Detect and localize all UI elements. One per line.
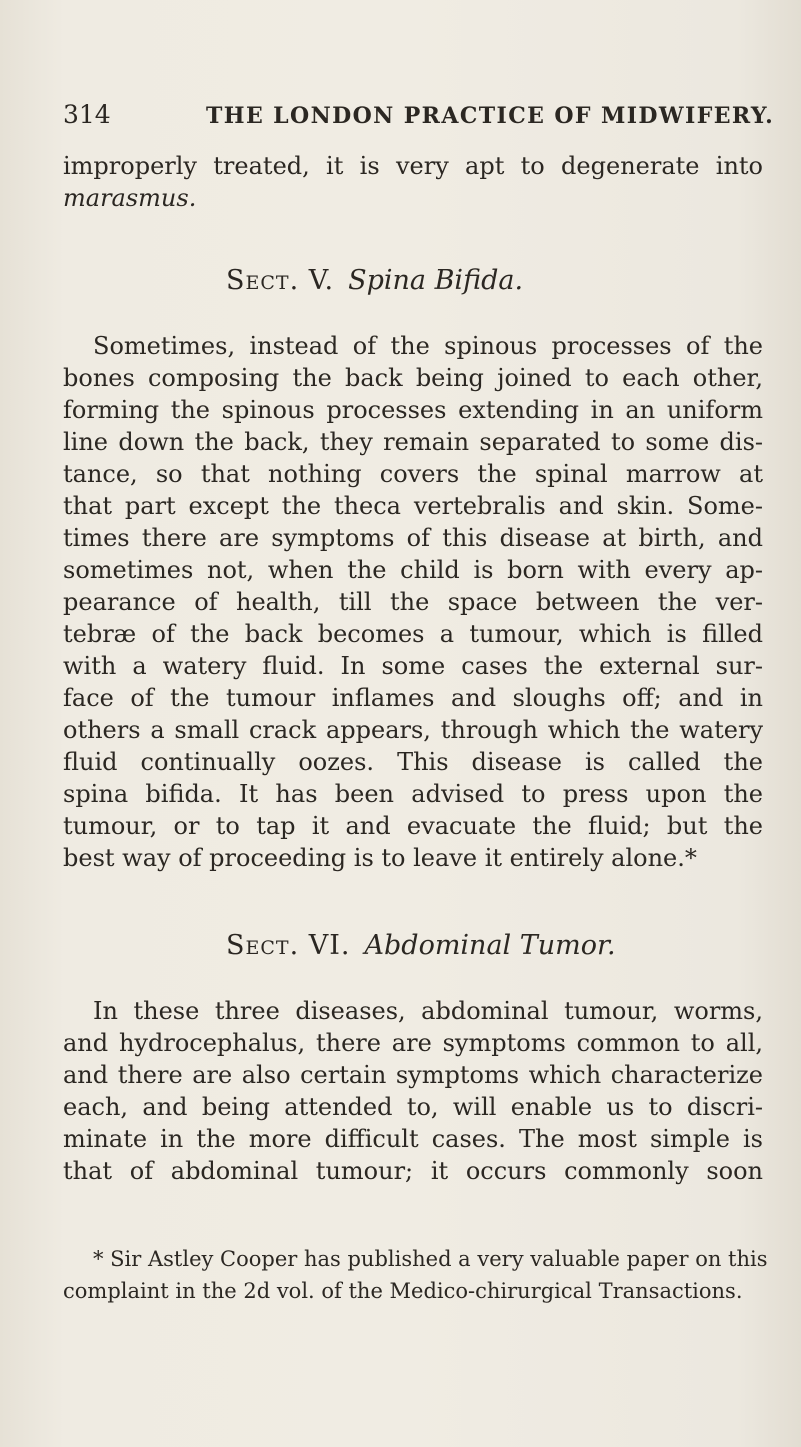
- text-line: and hydrocephalus, there are symptoms common to all,: [63, 1029, 763, 1057]
- text-line: pearance of health, till the space between the ver-: [63, 588, 763, 616]
- text-line: marasmus.: [63, 184, 197, 212]
- text-line: line down the back, they remain separated to some dis-: [63, 428, 763, 456]
- text-line: Sometimes, instead of the spinous processes of the: [93, 332, 763, 360]
- section-v-heading: [226, 265, 523, 296]
- section-label: Sect. V.: [226, 265, 335, 296]
- text-line: that part except the theca vertebralis and skin. Some-: [63, 492, 763, 520]
- section-title: Spina Bifida.: [348, 265, 524, 296]
- text-line: tance, so that nothing covers the spinal marrow at: [63, 460, 763, 488]
- text-line: improperly treated, it is very apt to degenerate into: [63, 152, 763, 180]
- section-v-body: [63, 330, 763, 874]
- footnote-line: complaint in the 2d vol. of the Medico-chirurgical Transactions.: [63, 1279, 743, 1303]
- text-line: tebræ of the back becomes a tumour, which is filled: [63, 620, 763, 648]
- text-line: face of the tumour inflames and sloughs off; and in: [63, 684, 763, 712]
- text-line: sometimes not, when the child is born with every ap-: [63, 556, 763, 584]
- running-head: [63, 100, 775, 140]
- text-line: minate in the more difficult cases. The most simple is: [63, 1125, 763, 1153]
- text-line: fluid continually oozes. This disease is called the: [63, 748, 763, 776]
- text-line: bones composing the back being joined to each other,: [63, 364, 763, 392]
- text-line: In these three diseases, abdominal tumour, worms,: [93, 997, 763, 1025]
- text-line: and there are also certain symptoms which characterize: [63, 1061, 763, 1089]
- text-line: best way of proceeding is to leave it entirely alone.*: [63, 844, 697, 872]
- footnote-line: * Sir Astley Cooper has published a very valuable paper on this: [93, 1247, 768, 1271]
- text-line: that of abdominal tumour; it occurs commonly soon: [63, 1157, 763, 1185]
- section-vi-heading: [226, 930, 616, 961]
- text-line: each, and being attended to, will enable us to discri-: [63, 1093, 763, 1121]
- text-line: forming the spinous processes extending in an uniform: [63, 396, 763, 424]
- text-line: with a watery fluid. In some cases the external sur-: [63, 652, 763, 680]
- section-vi-body: [63, 995, 763, 1187]
- page-number: 314: [63, 100, 111, 129]
- text-line: tumour, or to tap it and evacuate the fluid; but the: [63, 812, 763, 840]
- footnote: [63, 1244, 768, 1308]
- text-line: spina bifida. It has been advised to press upon the: [63, 780, 763, 808]
- section-label: Sect. VI.: [226, 930, 351, 961]
- opening-paragraph: [63, 150, 763, 214]
- running-title: THE LONDON PRACTICE OF MIDWIFERY.: [206, 103, 775, 129]
- section-title: Abdominal Tumor.: [364, 930, 616, 961]
- text-line: times there are symptoms of this disease at birth, and: [63, 524, 763, 552]
- text-line: others a small crack appears, through which the watery: [63, 716, 763, 744]
